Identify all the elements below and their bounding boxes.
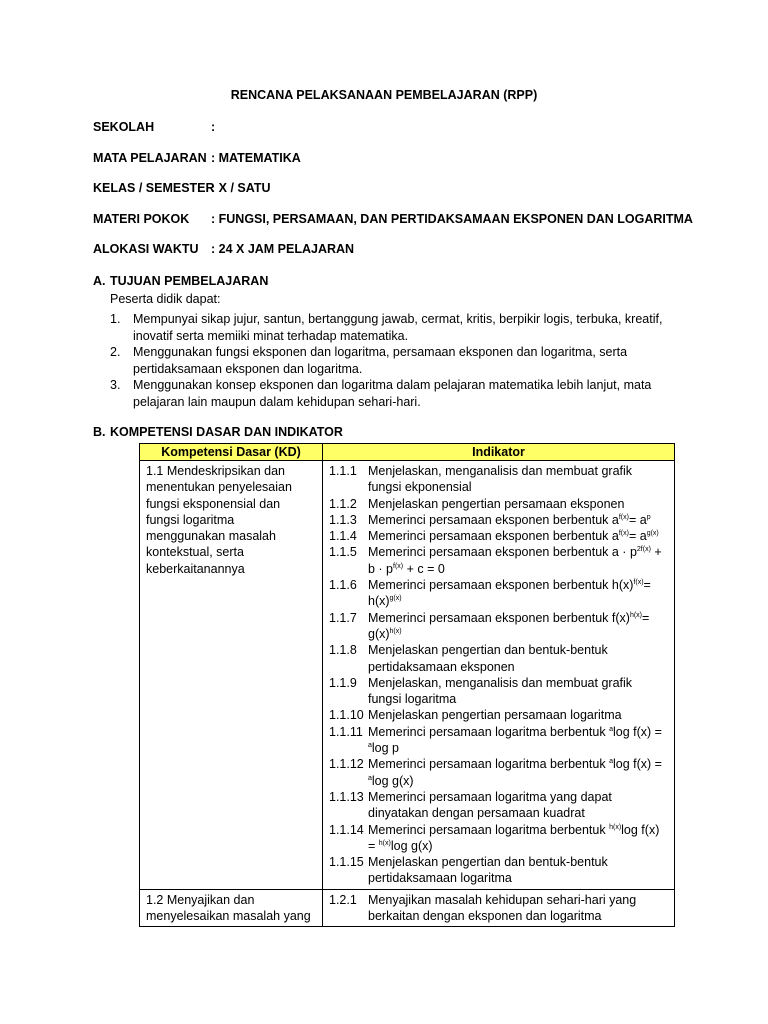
indicator-text-part: Menjelaskan pengertian persamaan eksponen <box>368 496 625 511</box>
indicator-text-part: log g(x) <box>371 773 414 788</box>
indicator-superscript: a <box>609 725 613 733</box>
indicator-superscript: h(x) <box>609 823 622 831</box>
indicator-text-part: = a <box>628 512 647 527</box>
indicator-text <box>368 545 662 575</box>
meta-mata-pelajaran <box>93 151 301 165</box>
indicator-item <box>329 789 668 822</box>
indicator-text-part: Memerinci persamaan eksponen berbentuk f(x) <box>368 610 630 625</box>
meta-label: SEKOLAH <box>93 120 155 134</box>
indicator-number: 1.1.5 <box>329 545 357 560</box>
indicator-item <box>329 724 668 757</box>
indicator-item <box>329 675 668 708</box>
indicator-text <box>368 823 659 853</box>
list-text: Menggunakan fungsi eksponen dan logaritma, persamaan eksponen dan logaritma, serta pertidaksamaan eksponen dan logaritma. <box>133 345 628 376</box>
meta-value: : X / SATU <box>211 181 271 195</box>
indicator-superscript: 2f(x) <box>636 546 651 554</box>
indicator-text <box>368 578 651 608</box>
list-number: 3. <box>110 378 121 392</box>
table-row <box>140 889 675 927</box>
list-number: 1. <box>110 312 121 326</box>
meta-value: : FUNGSI, PERSAMAAN, DAN PERTIDAKSAMAAN EKSPONEN DAN LOGARITMA <box>211 212 693 226</box>
indicator-text-part: Memerinci persamaan eksponen berbentuk a <box>368 512 619 527</box>
indicator-superscript: p <box>646 513 651 521</box>
meta-sekolah <box>93 120 215 134</box>
list-text: Menggunakan konsep eksponen dan logaritma dalam pelajaran matematika lebih lanjut, mata pelajaran lain maupun dalam kehidupan sehari-hari. <box>133 378 652 409</box>
indicator-item <box>329 892 668 925</box>
indicator-text-part: Memerinci persamaan eksponen berbentuk a <box>368 529 619 544</box>
indicator-cell <box>323 889 675 927</box>
indicator-text: Menyajikan masalah kehidupan sehari-hari yang berkaitan dengan eksponen dan logaritma <box>368 892 637 924</box>
meta-value: : <box>211 120 216 134</box>
indicator-text-part: Menjelaskan pengertian persamaan logaritma <box>368 708 622 723</box>
indicator-text <box>368 757 662 787</box>
indicator-superscript: h(x) <box>378 839 391 847</box>
list-text: Mempunyai sikap jujur, santun, bertanggung jawab, cermat, kritis, berpikir logis, terbuka, kreatif, inovatif serta memiiki minat terhadap matematika. <box>133 312 663 343</box>
indicator-number: 1.1.6 <box>329 578 357 593</box>
indicator-text-part: Memerinci persamaan eksponen berbentuk h(x) <box>368 578 634 593</box>
column-header-indikator: Indikator <box>323 444 675 461</box>
indicator-text <box>368 513 651 527</box>
meta-value: : MATEMATIKA <box>211 151 301 165</box>
indicator-text-part: log p <box>371 741 400 756</box>
indicator-number: 1.1.15 <box>329 855 364 870</box>
kd-text: 1.2 Menyajikan dan menyelesaikan masalah yang <box>146 892 311 924</box>
section-b-heading <box>93 425 343 439</box>
meta-value: : 24 X JAM PELAJARAN <box>211 242 355 256</box>
indicator-item <box>329 822 668 855</box>
indicator-text <box>368 725 662 755</box>
indicator-item <box>329 544 668 577</box>
indicator-number: 1.1.8 <box>329 643 357 658</box>
indicator-text <box>368 676 632 706</box>
table-header-row <box>140 444 675 461</box>
section-title: KOMPETENSI DASAR DAN INDIKATOR <box>110 425 343 439</box>
indicator-text-part: log f(x) = <box>368 822 660 853</box>
indicator-number: 1.1.14 <box>329 822 364 837</box>
indicator-number: 1.1.7 <box>329 610 357 625</box>
indicator-superscript: g(x) <box>389 595 402 603</box>
indicator-text <box>368 790 612 820</box>
indicator-superscript: a <box>368 741 372 749</box>
indicator-superscript: g(x) <box>646 530 659 538</box>
indicator-number: 1.1.2 <box>329 496 357 511</box>
indicator-superscript: f(x) <box>618 513 629 521</box>
indicator-item <box>329 642 668 675</box>
section-letter: B. <box>93 425 106 439</box>
meta-kelas-semester <box>93 181 271 195</box>
indicator-superscript: f(x) <box>393 562 404 570</box>
kd-text: 1.1 Mendeskripsikan dan menentukan penyelesaian fungsi eksponensial dan fungsi logaritma menggunakan masalah kontekstual, serta keberkaitanannya <box>146 464 292 576</box>
indicator-text-part: log f(x) = <box>613 724 662 739</box>
indicator-text <box>368 708 622 722</box>
indicator-text-part: Memerinci persamaan logaritma berbentuk <box>368 757 610 772</box>
indicator-list <box>329 461 668 889</box>
section-title: TUJUAN PEMBELAJARAN <box>110 274 269 288</box>
indicator-text <box>368 611 649 641</box>
indicator-number: 1.1.9 <box>329 675 357 690</box>
indicator-number: 1.1.12 <box>329 757 364 772</box>
indicator-number: 1.1.4 <box>329 529 357 544</box>
section-letter: A. <box>93 274 106 288</box>
meta-label: MATERI POKOK <box>93 212 190 226</box>
indicator-superscript: f(x) <box>633 578 644 586</box>
indicator-text-part: Menjelaskan pengertian dan bentuk-bentuk pertidaksamaan logaritma <box>368 855 608 886</box>
list-item <box>110 311 670 344</box>
indicator-item <box>329 528 668 544</box>
meta-alokasi-waktu <box>93 242 354 256</box>
competency-table <box>139 443 675 927</box>
indicator-text <box>368 529 659 543</box>
indicator-text-part: Memerinci persamaan logaritma yang dapat dinyatakan dengan persamaan kuadrat <box>368 789 612 821</box>
indicator-text-part: Memerinci persamaan logaritma berbentuk <box>368 724 610 739</box>
indicator-text-part: Menjelaskan, menganalisis dan membuat grafik fungsi logaritma <box>368 675 633 707</box>
indicator-text-part: Memerinci persamaan eksponen berbentuk a · p <box>368 545 637 560</box>
list-number: 2. <box>110 345 121 359</box>
indicator-text <box>368 643 608 673</box>
table-row <box>140 461 675 890</box>
indicator-superscript: f(x) <box>618 530 629 538</box>
indicator-item <box>329 756 668 789</box>
indicator-text-part: + c = 0 <box>403 561 445 576</box>
indicator-superscript: h(x) <box>389 627 402 635</box>
indicator-text-part: = h(x) <box>368 578 651 609</box>
indicator-text-part: Menjelaskan, menganalisis dan membuat grafik fungsi ekponensial <box>368 464 633 495</box>
indicator-item <box>329 496 668 512</box>
indicator-list <box>329 890 668 927</box>
column-header-kd: Kompetensi Dasar (KD) <box>140 444 323 461</box>
section-a-heading <box>93 274 268 288</box>
meta-label: KELAS / SEMESTER <box>93 181 215 195</box>
indicator-text-part: Menjelaskan pengertian dan bentuk-bentuk pertidaksamaan eksponen <box>368 643 608 674</box>
indicator-item <box>329 512 668 528</box>
indicator-number: 1.1.13 <box>329 789 364 804</box>
meta-label: ALOKASI WAKTU <box>93 242 199 256</box>
indicator-number: 1.2.1 <box>329 892 357 907</box>
indicator-text-part: + b · p <box>368 545 662 576</box>
indicator-superscript: a <box>609 758 613 766</box>
indicator-text <box>368 855 608 885</box>
indicator-text <box>368 464 632 494</box>
indicator-superscript: h(x) <box>629 611 642 619</box>
indicator-superscript: a <box>368 774 372 782</box>
indicator-item <box>329 707 668 723</box>
list-item <box>110 377 670 410</box>
indicator-text-part: log g(x) <box>390 838 433 853</box>
objectives-intro: Peserta didik dapat: <box>110 292 221 306</box>
meta-label: MATA PELAJARAN <box>93 151 207 165</box>
indicator-text <box>368 497 624 511</box>
indicator-number: 1.1.3 <box>329 512 357 527</box>
indicator-number: 1.1.10 <box>329 708 364 723</box>
indicator-text-part: Memerinci persamaan logaritma berbentuk <box>368 822 610 837</box>
indicator-text-part: = a <box>628 529 647 544</box>
kd-cell <box>140 461 323 890</box>
objectives-list <box>110 311 670 410</box>
kd-cell <box>140 889 323 927</box>
indicator-item <box>329 577 668 610</box>
indicator-cell <box>323 461 675 890</box>
indicator-text-part: = g(x) <box>368 610 650 641</box>
indicator-item <box>329 610 668 643</box>
indicator-number: 1.1.11 <box>329 724 363 739</box>
document-title: RENCANA PELAKSANAAN PEMBELAJARAN (RPP) <box>230 88 538 102</box>
indicator-item <box>329 463 668 496</box>
meta-materi-pokok <box>93 212 693 226</box>
indicator-item <box>329 854 668 887</box>
indicator-text-part: log f(x) = <box>613 757 662 772</box>
indicator-number: 1.1.1 <box>329 464 357 478</box>
list-item <box>110 344 670 377</box>
